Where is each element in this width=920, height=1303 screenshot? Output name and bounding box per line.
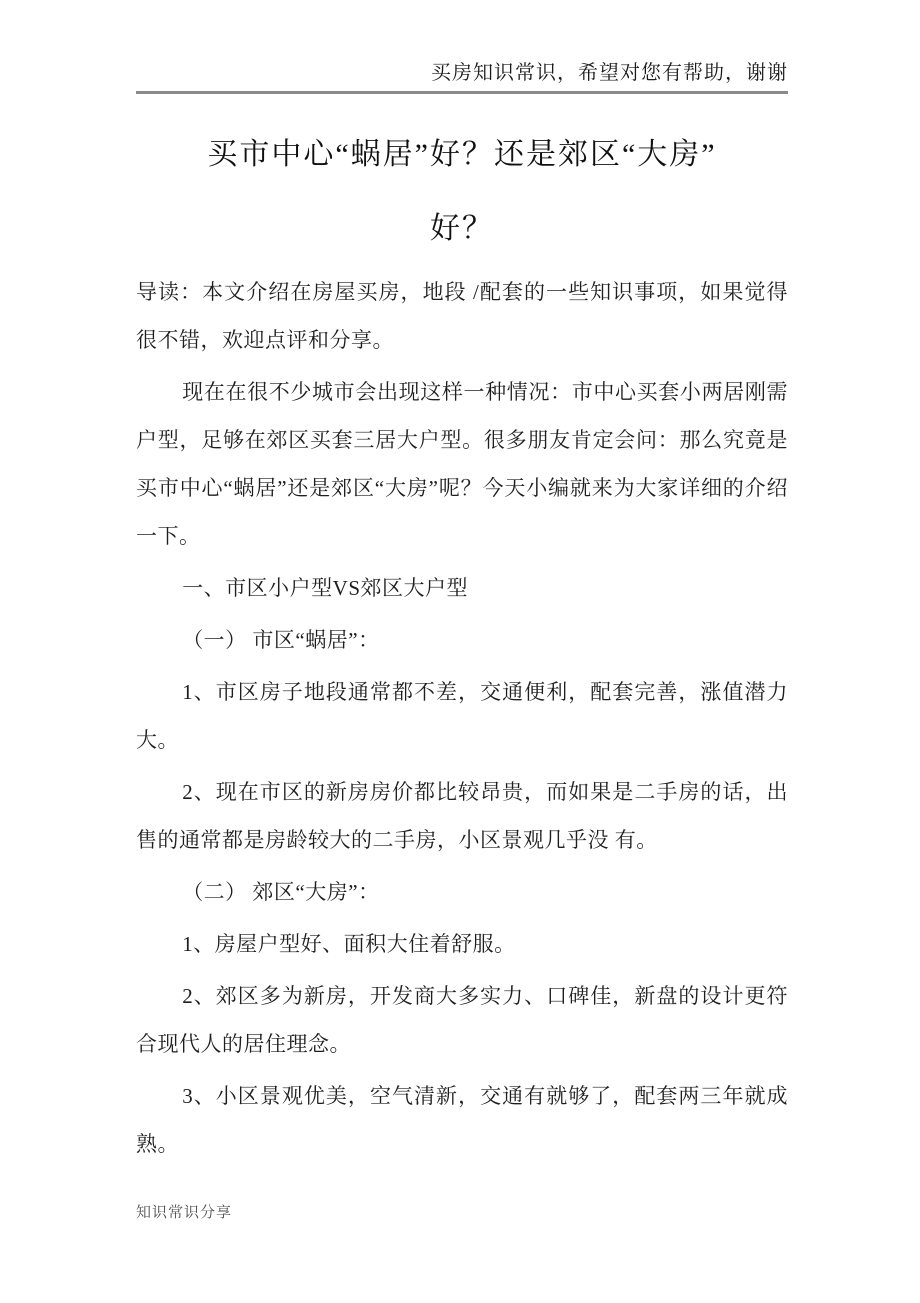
paragraph-intro: 导读：本文介绍在房屋买房，地段 /配套的一些知识事项，如果觉得很不错，欢迎点评和分享。: [136, 280, 788, 352]
list-item: 1、市区房子地段通常都不差，交通便利，配套完善，涨值潜力大。: [136, 680, 788, 752]
list-item: 2、现在市区的新房房价都比较昂贵，而如果是二手房的话，出售的通常都是房龄较大的二手房，小区景观几乎没 有。: [136, 780, 788, 852]
subsection-heading: （一） 市区“蜗居”：: [182, 628, 380, 652]
header-divider: [136, 91, 788, 94]
document-content: [136, 0, 788, 1172]
title-line-1: 买市中心“蜗居”好？还是郊区“大房”: [207, 138, 717, 171]
section-heading: 一、市区小户型VS郊区大户型: [182, 576, 469, 600]
header-text: 买房知识常识，希望对您有帮助，谢谢: [431, 62, 788, 84]
page-header: [136, 0, 788, 86]
paragraph: 现在在很不少城市会出现这样一种情况：市中心买套小两居刚需户型，足够在郊区买套三居大户型。很多朋友肯定会问：那么究竟是买市中心“蜗居”还是郊区“大房”呢？今天小编就来为大家详细的介绍一下。: [136, 380, 788, 548]
list-item: 2、郊区多为新房，开发商大多实力、口碑佳，新盘的设计更符合现代人的居住理念。: [136, 984, 788, 1056]
subsection-heading: （二） 郊区“大房”：: [182, 880, 380, 904]
document-body: [136, 268, 788, 1168]
footer-text: 知识常识分享: [136, 1205, 233, 1221]
document-title: [136, 118, 788, 266]
list-item: 3、小区景观优美，空气清新，交通有就够了，配套两三年就成熟。: [136, 1084, 788, 1156]
title-line-2: 好？: [430, 212, 494, 245]
list-item: 1、房屋户型好、面积大住着舒服。: [182, 932, 516, 956]
